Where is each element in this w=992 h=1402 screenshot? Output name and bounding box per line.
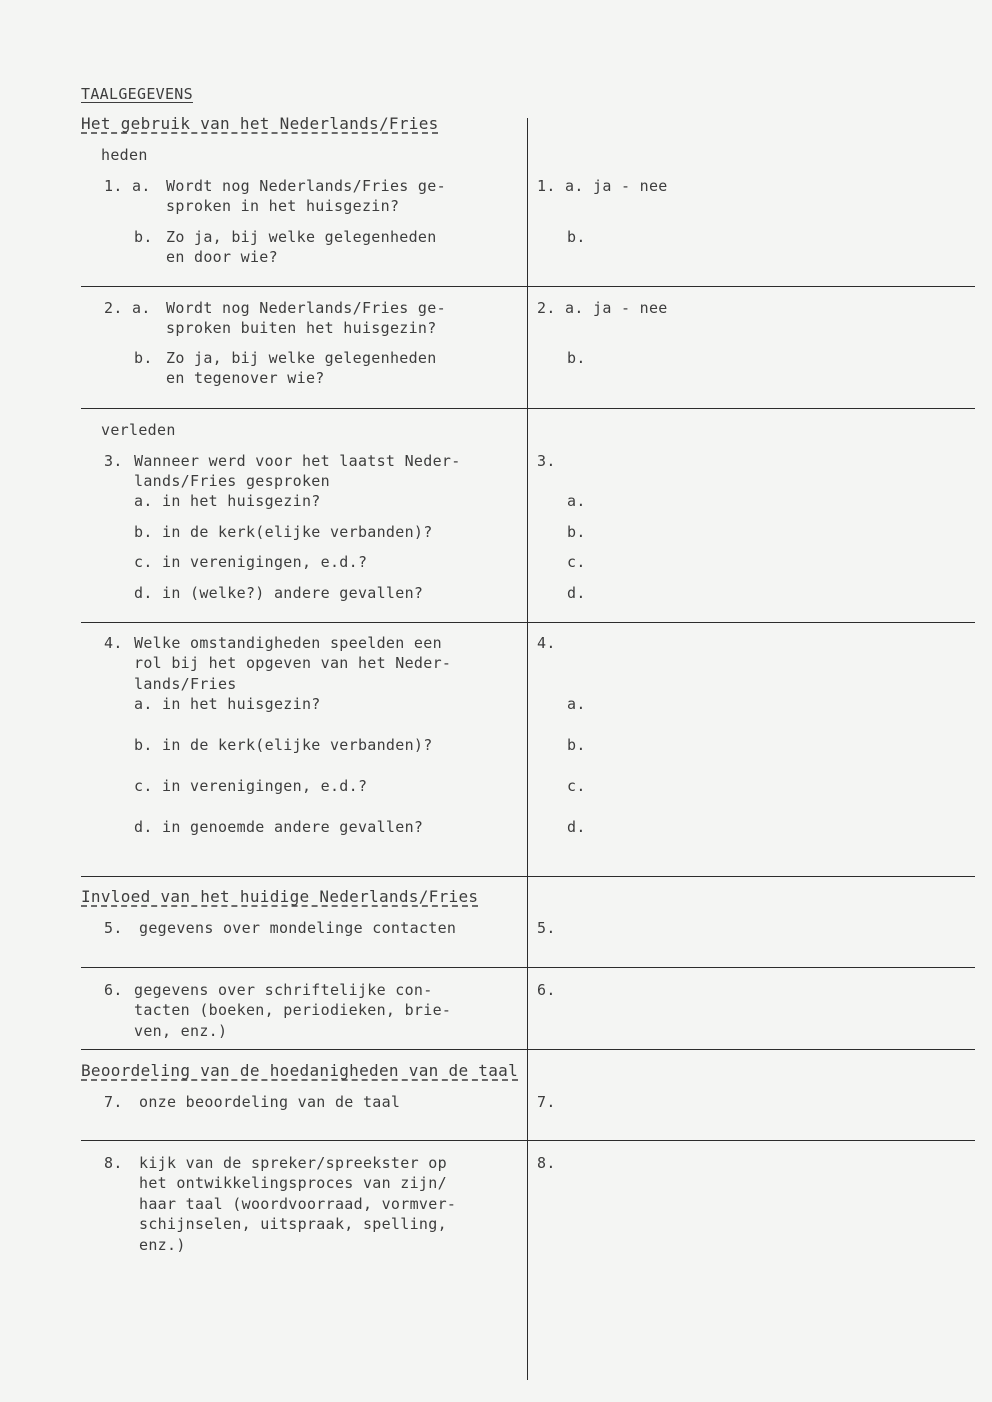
- q4d-answer: d.: [567, 818, 586, 836]
- q3-number: 3.: [104, 452, 123, 470]
- q4a-answer: a.: [567, 695, 586, 713]
- q4-text-line3: lands/Fries: [134, 675, 237, 693]
- q4b-text: b. in de kerk(elijke verbanden)?: [134, 736, 433, 754]
- q2b-text-line1: Zo ja, bij welke gelegenheden: [166, 349, 437, 367]
- separator-line: [81, 1049, 975, 1050]
- q6-answer: 6.: [537, 981, 556, 999]
- q2a-text-line2: sproken buiten het huisgezin?: [166, 319, 437, 337]
- q8-text-line2: het ontwikkelingsproces van zijn/: [139, 1174, 447, 1192]
- section-heading-influence: Invloed van het huidige Nederlands/Fries: [81, 887, 479, 906]
- section-heading-assessment: Beoordeling van de hoedanigheden van de taal: [81, 1061, 519, 1080]
- q3c-answer: c.: [567, 553, 586, 571]
- q8-text-line3: haar taal (woordvoorraad, vormver-: [139, 1195, 457, 1213]
- q3b-text: b. in de kerk(elijke verbanden)?: [134, 523, 433, 541]
- separator-line: [81, 286, 975, 287]
- q1b-label: b.: [134, 228, 153, 246]
- q3d-answer: d.: [567, 584, 586, 602]
- q1a-text-line2: sproken in het huisgezin?: [166, 197, 400, 215]
- q1a-answer: 1. a. ja - nee: [537, 177, 668, 195]
- q7-text: onze beoordeling van de taal: [139, 1093, 401, 1111]
- q2a-text-line1: Wordt nog Nederlands/Fries ge-: [166, 299, 446, 317]
- separator-line: [81, 876, 975, 877]
- separator-line: [81, 1140, 975, 1141]
- q5-number: 5.: [104, 919, 123, 937]
- q8-text-line1: kijk van de spreker/spreekster op: [139, 1154, 447, 1172]
- q7-number: 7.: [104, 1093, 123, 1111]
- q1b-answer: b.: [567, 228, 586, 246]
- q2b-answer: b.: [567, 349, 586, 367]
- column-divider: [527, 118, 528, 1380]
- q3-answer-number: 3.: [537, 452, 556, 470]
- q4d-text: d. in genoemde andere gevallen?: [134, 818, 424, 836]
- q1a-text-line1: Wordt nog Nederlands/Fries ge-: [166, 177, 446, 195]
- q6-text-line3: ven, enz.): [134, 1022, 228, 1040]
- q3b-answer: b.: [567, 523, 586, 541]
- q8-answer: 8.: [537, 1154, 556, 1172]
- q4b-answer: b.: [567, 736, 586, 754]
- q6-number: 6.: [104, 981, 123, 999]
- q3d-text: d. in (welke?) andere gevallen?: [134, 584, 424, 602]
- form-title: TAALGEGEVENS: [81, 85, 193, 103]
- subheading-heden: heden: [101, 146, 148, 164]
- q2a-answer: 2. a. ja - nee: [537, 299, 668, 317]
- q4-text-line2: rol bij het opgeven van het Neder-: [134, 654, 452, 672]
- q3-text-line2: lands/Fries gesproken: [134, 472, 330, 490]
- separator-line: [81, 622, 975, 623]
- q6-text-line1: gegevens over schriftelijke con-: [134, 981, 433, 999]
- q4c-text: c. in verenigingen, e.d.?: [134, 777, 368, 795]
- q4-answer-number: 4.: [537, 634, 556, 652]
- subheading-verleden: verleden: [101, 421, 176, 439]
- q5-answer: 5.: [537, 919, 556, 937]
- q2b-label: b.: [134, 349, 153, 367]
- q1b-text-line1: Zo ja, bij welke gelegenheden: [166, 228, 437, 246]
- q2a-label: 2. a.: [104, 299, 151, 317]
- q7-answer: 7.: [537, 1093, 556, 1111]
- q4-text-line1: Welke omstandigheden speelden een: [134, 634, 442, 652]
- section-heading-usage: Het gebruik van het Nederlands/Fries: [81, 114, 439, 133]
- q8-text-line4: schijnselen, uitspraak, spelling,: [139, 1215, 447, 1233]
- q6-text-line2: tacten (boeken, periodieken, brie-: [134, 1001, 452, 1019]
- q3c-text: c. in verenigingen, e.d.?: [134, 553, 368, 571]
- q8-text-line5: enz.): [139, 1236, 186, 1254]
- q3-text-line1: Wanneer werd voor het laatst Neder-: [134, 452, 461, 470]
- q8-number: 8.: [104, 1154, 123, 1172]
- q2b-text-line2: en tegenover wie?: [166, 369, 325, 387]
- q3a-text: a. in het huisgezin?: [134, 492, 321, 510]
- q1b-text-line2: en door wie?: [166, 248, 278, 266]
- q4a-text: a. in het huisgezin?: [134, 695, 321, 713]
- q4c-answer: c.: [567, 777, 586, 795]
- q1a-label: 1. a.: [104, 177, 151, 195]
- separator-line: [81, 967, 975, 968]
- q3a-answer: a.: [567, 492, 586, 510]
- q5-text: gegevens over mondelinge contacten: [139, 919, 457, 937]
- q4-number: 4.: [104, 634, 123, 652]
- separator-line: [81, 408, 975, 409]
